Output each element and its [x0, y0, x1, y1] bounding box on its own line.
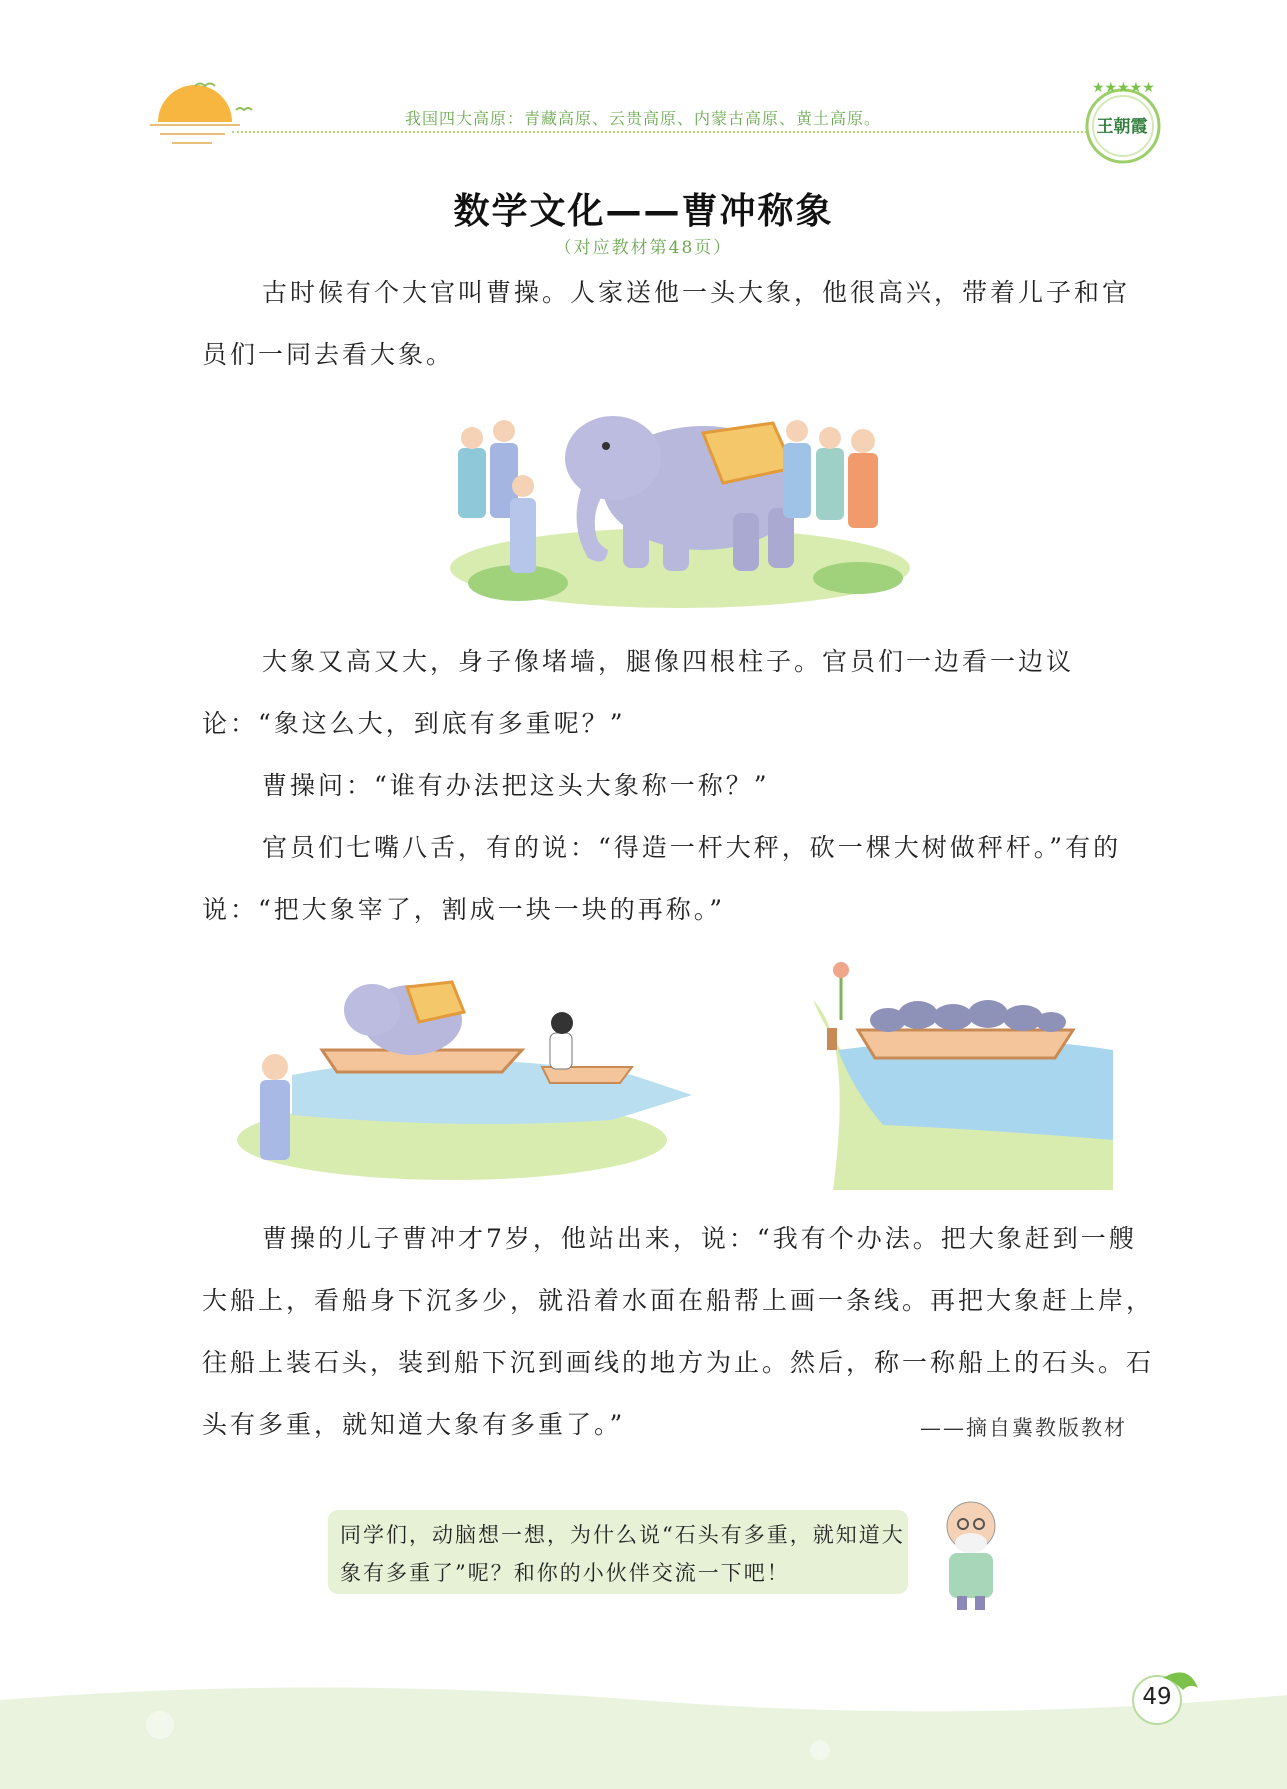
- source-attribution: ——摘自冀教版教材: [920, 1416, 1127, 1440]
- elephant-boat-illustration: [232, 965, 697, 1180]
- textbook-reference: （对应教材第48页）: [554, 238, 733, 258]
- paragraph-1: 古时候有个大官叫曹操。人家送他一头大象，他很高兴，带着儿子和官员们一同去看大象。: [202, 278, 1131, 369]
- header-divider: [232, 131, 1087, 133]
- page-title: 数学文化——曹冲称象: [453, 191, 834, 232]
- paragraph-4: 官员们七嘴八舌，有的说：“得造一杆大秤，砍一棵大树做秤杆。”有的说：“把大象宰了，割成一块一块的再称。”: [202, 833, 1122, 924]
- stone-boat-illustration: [813, 960, 1113, 1190]
- page-header: [0, 0, 1287, 170]
- logo-label: 王朝霞: [1096, 117, 1148, 137]
- paragraph-5: 曹操的儿子曹冲才7岁，他站出来，说：“我有个办法。把大象赶到一艘大船上，看船身下沉多少，就沿着水面在船帮上画一条线。再把大象赶上岸，往船上装石头，装到船下沉到画线的地方为止。然后，称一称船上的石头。石头有多重，就知道大象有多重了。”: [202, 1224, 1155, 1439]
- discussion-tip-text: 同学们，动脑想一想，为什么说“石头有多重，就知道大象有多重了”呢？和你的小伙伴交流一下吧！: [340, 1523, 905, 1585]
- footer-background: [0, 1680, 1287, 1789]
- svg-text:★★★★★: ★★★★★: [1092, 80, 1155, 96]
- teacher-character-icon: [935, 1498, 1007, 1613]
- paragraph-3: 曹操问：“谁有办法把这头大象称一称？”: [262, 771, 770, 800]
- paragraph-2: 大象又高又大，身子像堵墙，腿像四根柱子。官员们一边看一边议论：“象这么大，到底有多重呢？”: [202, 647, 1075, 738]
- elephant-officials-illustration: [438, 398, 923, 613]
- page-number: 49: [1142, 1684, 1172, 1710]
- header-fact: 我国四大高原：青藏高原、云贵高原、内蒙古高原、黄土高原。: [405, 109, 882, 128]
